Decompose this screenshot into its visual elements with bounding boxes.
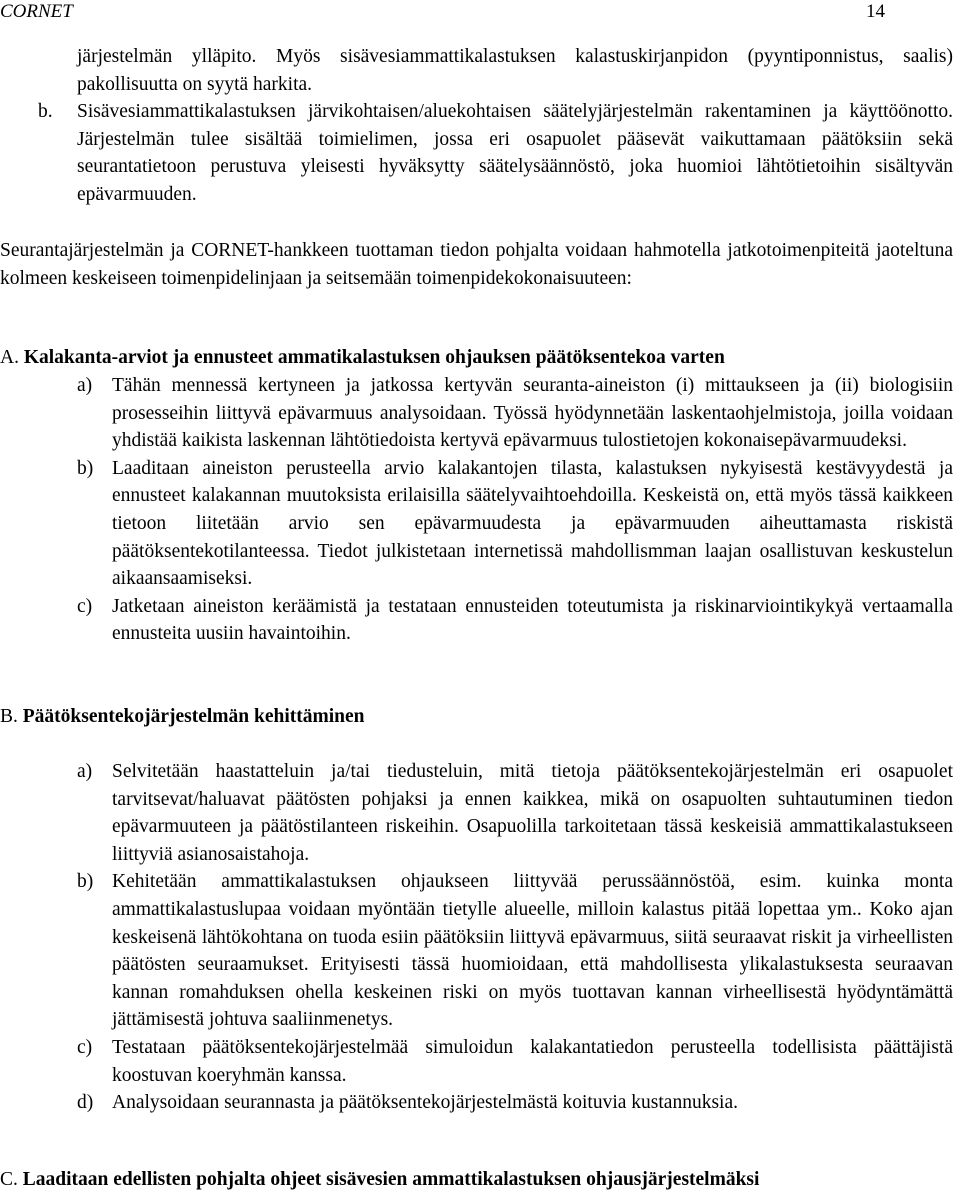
- section-c-heading: [0, 1166, 759, 1194]
- list-item-text: Analysoidaan seurannasta ja päätöksentekojärjestelmästä koituvia kustannuksia.: [112, 1092, 738, 1114]
- section-letter: B.: [0, 706, 18, 727]
- list-item-text: Selvitetään haastatteluin ja/tai tiedusteluin, mitä tietoja päätöksentekojärjestelmän eri osapuolet tarvitsevat/haluavat päätösten pohjaksi ja ennen kaikkea, mikä on osapuolten suhtautuminen tiedon epävarmuuteen ja päätöstilanteen riskeihin. Osapuolilla tarkoitetaan tässä keskeisiä ammattikalastukseen liittyviä asianosaistahoja.: [112, 761, 953, 865]
- section-title: Kalakanta-arviot ja ennusteet ammatikalastuksen ohjauksen päätöksentekoa varten: [23, 347, 725, 368]
- section-letter: A.: [0, 347, 19, 368]
- list-item-text: Testataan päätöksentekojärjestelmää simuloidun kalakantatiedon perusteella todellisista päättäjistä koostuvan koeryhmän kanssa.: [112, 1036, 953, 1086]
- list-item-text: Sisävesiammattikalastuksen järvikohtaisen/aluekohtaisen säätelyjärjestelmän rakentaminen ja käyttöönotto. Järjestelmän tulee sisältää toimielimen, jossa eri osapuolet pääsevät vaikuttamaan päätöksiin sekä seurantatietoon perustuva yleisesti hyväksytty säätelysäännöstö, joka huomioi lähtötietoihin sisältyvän epävarmuuden.: [77, 101, 953, 205]
- list-item: [77, 1034, 953, 1089]
- list-item-text: Laaditaan aineiston perusteella arvio kalakantojen tilasta, kalastuksen nykyisestä kestävyydestä ja ennusteet kalakannan muutoksista erilaisilla säätelyvaihtoehdoilla. Keskeistä on, että myös tässä kaikkeen tietoon liitetään arvio sen epävarmuudesta ja epävarmuuden aiheuttamasta riskistä päätöksentekotilanteessa. Tiedot julkistetaan internetissä mahdollismman laajan osallistuvan keskustelun aikaansaamiseksi.: [112, 457, 953, 590]
- list-item: [77, 372, 953, 455]
- intro-paragraph: Seurantajärjestelmän ja CORNET-hankkeen tuottaman tiedon pohjalta voidaan hahmotella jatkotoimenpiteitä jaoteltuna kolmeen keskeiseen toimenpidelinjaan ja seitsemään toimenpidekokonaisuuteen:: [0, 240, 953, 289]
- list-item: [77, 455, 953, 593]
- continuation-text: järjestelmän ylläpito. Myös sisävesiammattikalastuksen kalastuskirjanpidon (pyyntiponnistus, saalis) pakollisuutta on syytä harkita.: [77, 46, 953, 95]
- page-number: 14: [866, 1, 885, 22]
- list-item-label: b.: [38, 101, 53, 122]
- list-item: [77, 1089, 953, 1117]
- list-item-text: Kehitetään ammattikalastuksen ohjaukseen liittyvää perussäännöstöä, esim. kuinka monta ammattikalastuslupaa voidaan myöntään tietylle alueelle, milloin kalastus pitää lopettaa ym.. Koko ajan keskeisenä lähtökohtana on tuoda esiin päätöksiin liittyvä epävarmuus, siitä seuraavat riskit ja virheellisten päätösten seuraamukset. Erityisesti tässä huomioidaan, että mahdollisesta ylikalastuksesta seuraavan kannan romahduksen ohella keskeinen riski on myös tuottavan kannan virheellisestä hyödyntämättä jättämisestä johtuva saaliinmenetys.: [112, 871, 953, 1031]
- list-item: [77, 868, 953, 1034]
- list-item: [77, 593, 953, 648]
- page-header: [0, 0, 960, 24]
- section-b-heading: [0, 703, 365, 731]
- list-item-label: c): [77, 595, 93, 617]
- document-title: CORNET: [0, 1, 73, 22]
- section-title: Laaditaan edellisten pohjalta ohjeet sisävesien ammattikalastuksen ohjausjärjestelmäksi: [22, 1169, 760, 1190]
- list-item-label: b): [77, 457, 94, 479]
- section-a-heading: [0, 344, 725, 372]
- list-item-label: b): [77, 871, 94, 893]
- list-item-label: a): [77, 761, 93, 782]
- list-item-text: Jatketaan aineiston keräämistä ja testataan ennusteiden toteutumista ja riskinarviointikykyä vertaamalla ennusteita uusiin havaintoihin.: [112, 595, 953, 645]
- list-item-label: a): [77, 375, 93, 396]
- section-title: Päätöksentekojärjestelmän kehittäminen: [22, 706, 365, 727]
- list-item-text: Tähän mennessä kertyneen ja jatkossa kertyvän seuranta-aineiston (i) mittaukseen ja (ii) biologisiin prosesseihin liittyvä epävarmuus analysoidaan. Työssä hyödynnetään laskentaohjelmistoja, joilla voidaan yhdistää kaikista laskennan lähtötiedoista kertyvä epävarmuus tulostietojen kokonaisepävarmuudeksi.: [112, 375, 953, 452]
- section-a-list: [77, 372, 953, 648]
- list-item-b: [38, 98, 953, 208]
- list-item-label: d): [77, 1092, 94, 1114]
- list-item: [77, 758, 953, 868]
- section-b-list: [77, 758, 953, 1117]
- section-letter: C.: [0, 1169, 18, 1190]
- list-item-label: c): [77, 1036, 93, 1058]
